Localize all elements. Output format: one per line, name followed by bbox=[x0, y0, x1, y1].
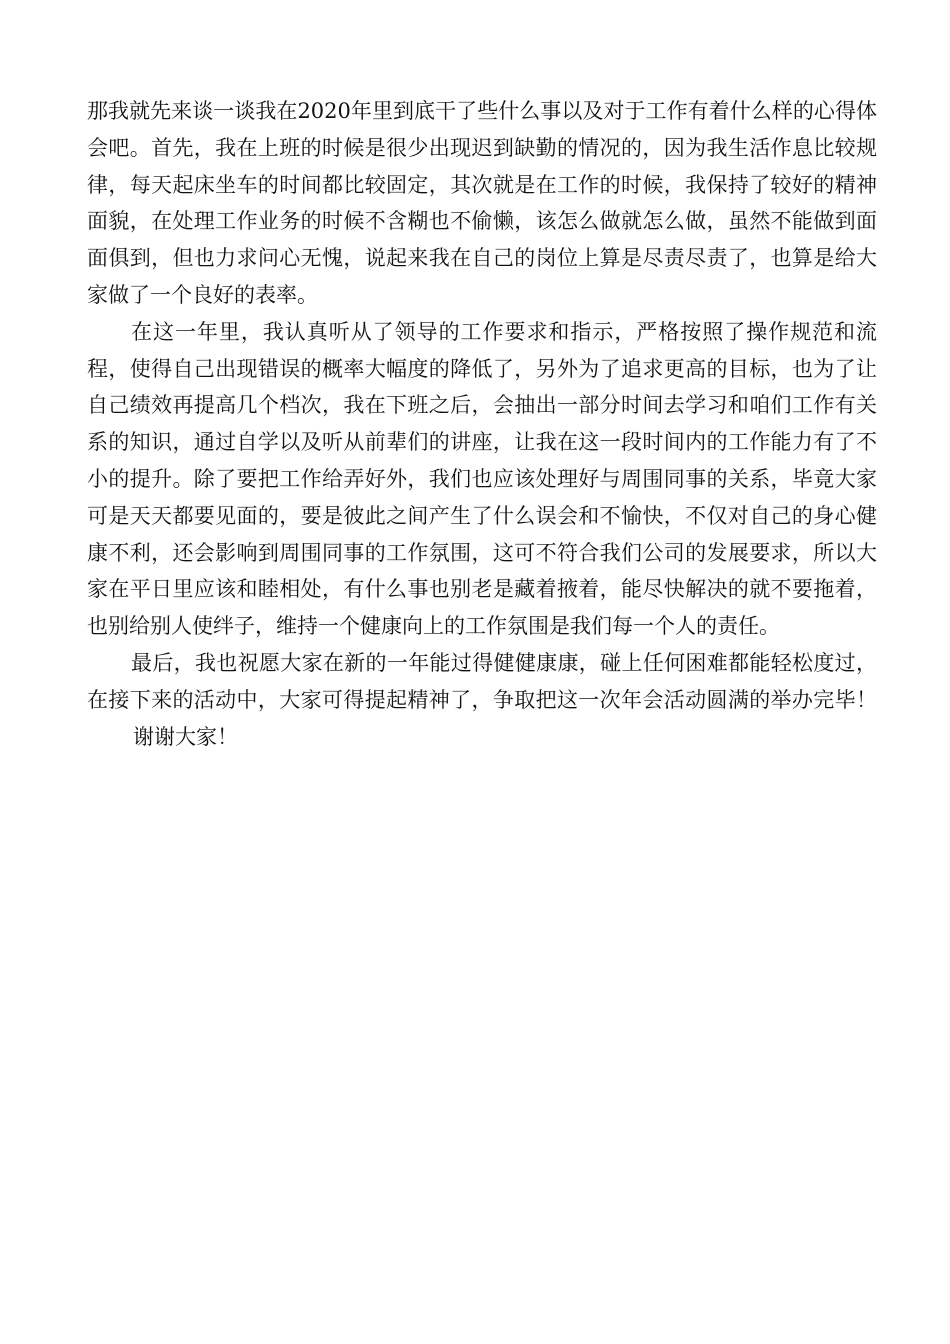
paragraph-3 bbox=[87, 645, 877, 755]
paragraph-2: 在这一年里，我认真听从了领导的工作要求和指示，严格按照了操作规范和流程，使得自己出现错误的概率大幅度的降低了，另外为了追求更高的目标，也为了让自己绩效再提高几个档次，我在下班之后，会抽出一部分时间去学习和咱们工作有关系的知识，通过自学以及听从前辈们的讲座，让我在这一段时间内的工作能力有了不小的提升。除了要把工作给弄好外，我们也应该处理好与周围同事的关系，毕竟大家可是天天都要见面的，要是彼此之间产生了什么误会和不愉快，不仅对自己的身心健康不利，还会影响到周围同事的工作氛围，这可不符合我们公司的发展要求，所以大家在平日里应该和睦相处，有什么事也别老是藏着掖着，能尽快解决的就不要拖着，也别给别人使绊子，维持一个健康向上的工作氛围是我们每一个人的责任。 bbox=[87, 319, 877, 639]
closing-text: 谢谢大家！ bbox=[133, 724, 238, 749]
document-body bbox=[87, 93, 877, 755]
paragraph-3-text: 最后，我也祝愿大家在新的一年能过得健健康康，碰上任何困难都能轻松度过，在接下来的活动中，大家可得提起精神了，争取把这一次年会活动圆满的举办完毕！ bbox=[87, 650, 877, 712]
paragraph-1: 那我就先来谈一谈我在2020年里到底干了些什么事以及对于工作有着什么样的心得体会吧。首先，我在上班的时候是很少出现迟到缺勤的情况的，因为我生活作息比较规律，每天起床坐车的时间都比较固定，其次就是在工作的时候，我保持了较好的精神面貌，在处理工作业务的时候不含糊也不偷懒，该怎么做就怎么做，虽然不能做到面面俱到，但也力求问心无愧，说起来我在自己的岗位上算是尽责尽责了，也算是给大家做了一个良好的表率。 bbox=[87, 99, 877, 307]
